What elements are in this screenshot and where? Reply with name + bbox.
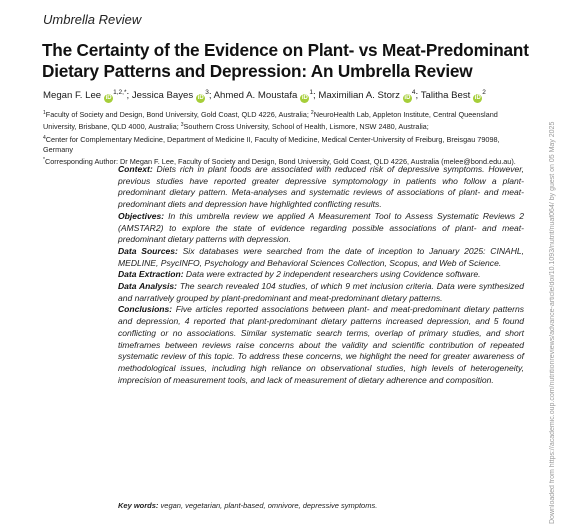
corresponding-author: *Corresponding Author: Dr Megan F. Lee, Faculty of Society and Design, Bond University, Gold Coast, QLD 4226, Australia (melee@bond.edu.au). xyxy=(43,157,516,167)
affiliation-line: $^1$Faculty of Society and Design, Bond University, Gold Coast, QLD 4226, Australia; $^2$NeuroHealth Lab, Appleton Institute, Central Queensland University, Brisbane, QLD 4000, Australia; $^3$Southern Cross University, School of Health, Lismore, NSW 2480, Australia; xyxy=(43,110,498,132)
orcid-icon[interactable]: iD xyxy=(105,95,112,101)
author-name: Talitha Best xyxy=(420,90,471,101)
orcid-icon[interactable]: iD xyxy=(197,95,204,101)
abstract-data-extraction: Data Extraction: Data were extracted by 2 independent researchers using Covidence software. xyxy=(118,269,481,280)
orcid-icon[interactable]: iD xyxy=(301,95,308,101)
author-name: Megan F. Lee xyxy=(43,90,102,101)
abstract-data-sources: Data Sources: Six databases were searched from the date of inception to January 2025: CINAHL, MEDLINE, PsycINFO, Psychology and Behavioral Sciences Collection, Scopus, and Web of Science. xyxy=(118,245,525,268)
orcid-icon[interactable]: iD xyxy=(474,95,481,101)
author-affiliation-marker: 1,2,* xyxy=(113,89,127,96)
abstract-context: Context: Diets rich in plant foods are associated with reduced risk of depressive symptoms. However, previous studies have reported greater depressive symptomology in patients who follow a plant-predominant dietary pattern. Meta-analyses and systematic reviews of associations of plant- and meat-predominant diets and depression have highlighted conflicting results. xyxy=(118,164,525,210)
abstract-conclusions: Conclusions: Five articles reported associations between plant- and meat-predominant dietary patterns and depression, 4 reported that plant-predominant dietary patterns increased depression, and 5 found conflicting or no associations. Similar systematic search terms, overlap of primary studies, and short timeframes between reviews raise concerns about the validity and scientific contribution of repeated systematic review of this topic. To address these concerns, we highlight the need for greater awareness of methodological issues, including high reliance on observational studies, high levels of heterogeneity, imprecision of measurement tools, and lack of measurement of dietary adherence and composition. xyxy=(118,304,524,385)
orcid-icon[interactable]: iD xyxy=(404,95,411,101)
affiliation-line: $^4$Center for Complementary Medicine, Department of Medicine II, Faculty of Medicine, Medical Center-University of Freiburg, Breisgau 79098, Germany xyxy=(43,134,500,154)
author[interactable] xyxy=(43,90,127,101)
author-affiliation-marker: 1 xyxy=(309,89,313,96)
author-affiliation-marker: 4 xyxy=(411,89,416,96)
author-name: Maximilian A. Storz xyxy=(318,90,400,101)
author-affiliation-marker: 3 xyxy=(205,89,209,96)
author-name: Ahmed A. Moustafa xyxy=(213,90,298,101)
author[interactable] xyxy=(214,90,313,101)
author[interactable] xyxy=(421,90,486,101)
author-affiliation-marker: 2 xyxy=(482,89,486,96)
abstract-objectives: Objectives: In this umbrella review we applied A Measurement Tool to Assess Systematic Reviews 2 (AMSTAR2) to explore the state of evidence regarding possible associations of plant- and meat-predominant dietary patterns with depression. xyxy=(118,210,524,245)
author[interactable] xyxy=(318,90,415,101)
download-watermark xyxy=(549,84,559,524)
keywords: Key words: vegan, vegetarian, plant-based, omnivore, depressive symptoms. xyxy=(118,501,378,510)
download-watermark-text: Downloaded from https://academic.oup.com/nutritionreviews/advance-article/doi/10.1093/nutrit/nuaf064/ by guest on 05 May 2025 xyxy=(549,121,556,524)
author-list: Megan F. Lee $iD^{1,2,*}$; Jessica Bayes $iD^3$; Ahmed A. Moustafa $iD^1$; Maximilian A. Storz $iD^4$; Talitha Best $iD^2$ xyxy=(43,89,486,101)
abstract xyxy=(118,164,524,386)
affiliations xyxy=(43,108,525,167)
author[interactable] xyxy=(132,90,209,101)
article-title: The Certainty of the Evidence on Plant- vs Meat-Predominant Dietary Patterns and Depression: An Umbrella Review xyxy=(42,40,529,81)
author-name: Jessica Bayes xyxy=(131,90,194,101)
abstract-data-analysis: Data Analysis: The search revealed 104 studies, of which 9 met inclusion criteria. Data were synthesized and narratively grouped by plant-predominant and meat-predominant dietary patterns. xyxy=(118,281,524,303)
section-label: Umbrella Review xyxy=(43,12,142,27)
